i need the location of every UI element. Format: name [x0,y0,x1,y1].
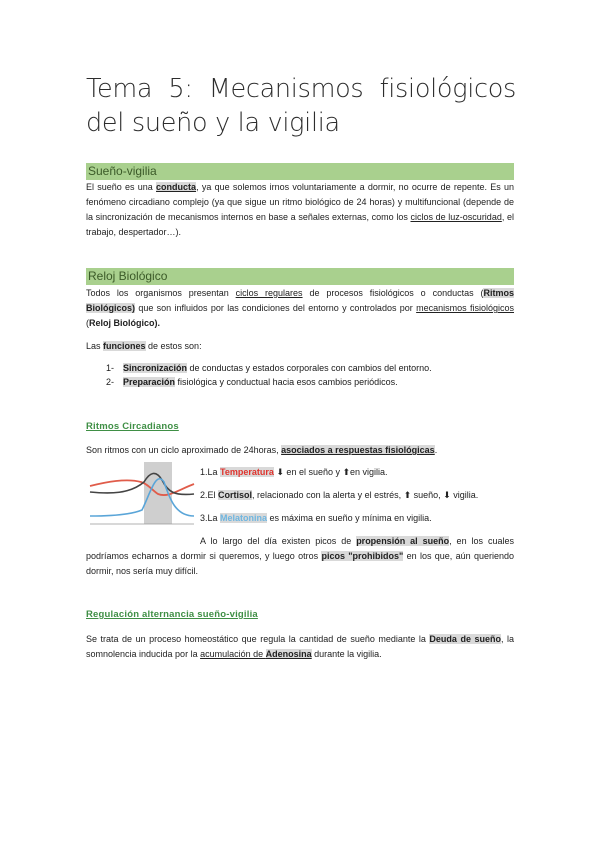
text: es máxima en sueño y mínima en vigilia. [267,513,432,523]
highlight-cortisol: Cortisol [218,490,253,500]
text: Es un fenómeno circadiano complejo (ya que sigue un ritmo biológico de 24 horas) y multifuncional (depende de la sincronización de mecanismos internos en base a señales externas, como los [86,182,514,222]
highlight-melatonina: Melatonina [220,513,268,523]
text: , el trabajo, despertador…). [86,212,514,237]
paragraph-regulacion [86,632,514,662]
list-bold: Sincronización [123,363,188,373]
text: en los que, aún queriendo dormir, nos sería muy difícil. [86,551,514,576]
page-title: Tema 5: Mecanismos fisiológicos del sueño y la vigilia [86,74,516,138]
text: Son ritmos con un ciclo aproximado de 24horas, [86,445,282,455]
highlight-asociados: asociados a respuestas fisiológicas [281,445,435,455]
text: Todos los organismos presentan [86,288,236,298]
item-melatonina [200,511,520,526]
underline-ciclos: ciclos de luz-oscuridad [410,212,502,222]
list-text: fisiológica y conductual hacia esos cambios periódicos. [175,377,398,387]
list-number: 1- [106,363,115,373]
text: durante la vigilia. [311,649,382,659]
highlight-ritmos-biologicos: Ritmos Biológicos) [86,288,514,313]
paragraph-reloj-biologico [86,286,514,331]
highlight-adenosina: Adenosina [265,649,312,659]
highlight-picos-prohibidos: picos "prohibidos" [321,551,404,561]
text: ( [86,318,89,328]
list-text: de conductas y estados corporales con cambios del entorno. [187,363,432,373]
text: Se trata de un proceso homeostático que regula la cantidad de sueño mediante la [86,634,430,644]
text: ⬇ en el sueño y ⬆en vigilia. [273,467,388,477]
text: . [434,445,438,455]
text: A lo largo del día existen picos de [200,536,357,546]
text: 2.El [200,490,219,500]
text: de estos son: [145,341,202,351]
text: 1.La [200,467,221,477]
text: , en los cuales podríamos echarnos a dormir si queremos, y luego otros [86,536,514,561]
section-heading-reloj-biologico: Reloj Biológico [86,268,514,285]
list-bold: Preparación [123,377,176,387]
list-item [106,375,506,390]
paragraph-funciones [86,339,514,354]
text: , relacionado con la alerta y el estrés, ⬆ sueño, ⬇ vigilia. [252,490,479,500]
circadian-chart-image [86,460,196,528]
text: de procesos fisiológicos o conductas ( [302,288,484,298]
highlight-propension: propensión al sueño [356,536,450,546]
highlight-temperatura: Temperatura [220,467,274,477]
underline-mecanismos: mecanismos fisiológicos [416,303,514,313]
highlight-conducta: conducta [156,182,197,192]
paragraph-sueno-vigilia [86,180,514,240]
list-item [106,361,506,376]
item-cortisol [200,488,520,503]
text: Las [86,341,104,351]
list-number: 2- [106,377,115,387]
text: 3.La [200,513,221,523]
text: que son influidos por las condiciones del entorno y controlados por [135,303,417,313]
text: , ya que solemos irnos voluntariamente a dormir, no ocurre de repente. [196,182,487,192]
highlight-funciones: funciones [103,341,146,351]
text: , la somnolencia inducida por la [86,634,514,659]
subheading-ritmos-circadianos: Ritmos Circadianos [86,421,179,432]
paragraph-ritmos [86,443,514,458]
item-temperatura [200,465,520,480]
text: El sueño es una [86,182,157,192]
highlight-deuda: Deuda de sueño [429,634,501,644]
underline-ciclos-regulares: ciclos regulares [235,288,303,298]
section-heading-sueno-vigilia: Sueño-vigilia [86,163,514,180]
bold-reloj-biologico: Reloj Biológico). [89,318,160,328]
paragraph-picos [86,534,514,579]
subheading-regulacion: Regulación alternancia sueño-vigilia [86,609,258,620]
underline-acumulacion: acumulación de [200,649,266,659]
